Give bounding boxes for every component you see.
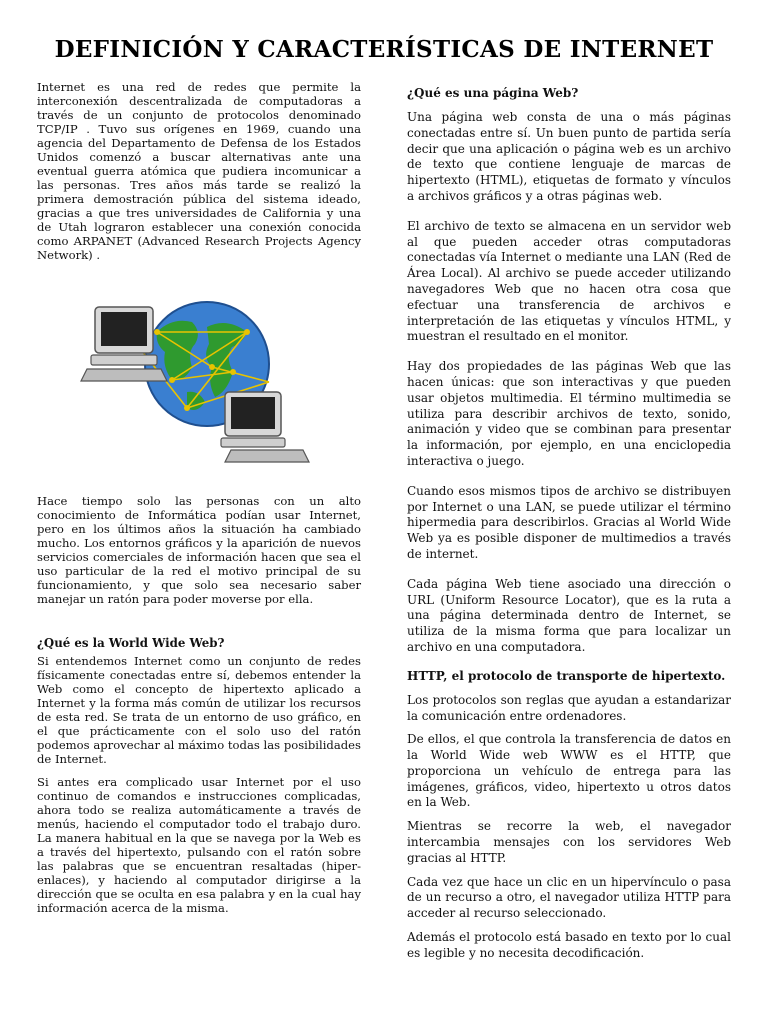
www-heading: ¿Qué es la World Wide Web?	[37, 636, 225, 650]
www-paragraph-1: Si entendemos Internet como un conjunto de redes físicamente conectadas entre sí, debemos entender la Web como el concepto de hipertexto aplicado a Internet y la forma más común de utilizar los recursos de esta red. Se trata de un entorno de uso gráfico, en el que prácticamente con el solo uso del ratón podemos aprovechar al máximo todas las posibilidades de Internet.	[37, 654, 361, 766]
internet-illustration	[37, 272, 361, 477]
www-paragraph-2: Si antes era complicado usar Internet por el uso continuo de comandos e instrucciones complicadas, ahora todo se realiza automáticamente a través de menús, haciendo el computador todo el trabajo duro. La manera habitual en la que se navega por la Web es a través del hipertexto, pulsando con el ratón sobre las palabras que se encuentran resaltadas (hiper-enlaces), y haciendo al computador dirigirse a la dirección que se oculta en esa palabra y en la cual hay información acerca de la misma.	[37, 775, 361, 915]
webpage-paragraph-1: Una página web consta de una o más páginas conectadas entre sí. Un buen punto de partida sería decir que una aplicación o página web es un archivo de texto que contiene lenguaje de marcas de hipertexto (HTML), etiquetas de formato y vínculos a archivos gráficos y a otras páginas web.	[407, 110, 731, 203]
right-column	[407, 86, 731, 962]
http-paragraph-2: De ellos, el que controla la transferencia de datos en la World Wide web WWW es el HTTP, que proporciona un vehículo de entrega para las imágenes, gráficos, video, hipertexto u otros datos en la Web.	[407, 732, 731, 810]
intro-paragraph: Internet es una red de redes que permite la interconexión descentralizada de computadoras a través de un conjunto de protocolos denominado TCP/IP . Tuvo sus orígenes en 1969, cuando una agencia del Departamento de Defensa de los Estados Unidos comenzó a buscar alternativas ante una eventual guerra atómica que pudiera incomunicar a las personas. Tres años más tarde se realizó la primera demostración pública del sistema ideado, gracias a que tres universidades de California y una de Utah lograron establecer una conexión conocida como ARPANET (Advanced Research Projects Agency Network) .	[37, 80, 361, 262]
webpage-paragraph-4: Cuando esos mismos tipos de archivo se distribuyen por Internet o una LAN, se puede utilizar el término hipermedia para describirlos. Gracias al World Wide Web ya es posible disponer de multimedios a través de internet.	[407, 483, 731, 561]
webpage-paragraph-3: Hay dos propiedades de las páginas Web que las hacen únicas: que son interactivas y que pueden usar objetos multimedia. El término multimedia se utiliza para describir archivos de texto, sonido, animación y video que se combinan para presentar la información, por ejemplo, en una enciclopedia interactiva o juego.	[407, 359, 731, 468]
http-heading: HTTP, el protocolo de transporte de hipertexto.	[407, 668, 726, 683]
webpage-paragraph-5: Cada página Web tiene asociado una dirección o URL (Uniform Resource Locator), que es la ruta a una página determinada dentro de Internet, se utiliza de la misma forma que para localizar un archivo en una computadora.	[407, 576, 731, 654]
history-paragraph: Hace tiempo solo las personas con un alto conocimiento de Informática podían usar Internet, pero en los últimos años la situación ha cambiado mucho. Los entornos gráficos y la aparición de nuevos servicios comerciales de información hacen que sea el uso particular de la red el motivo principal de su funcionamiento, y que solo sea necesario saber manejar un ratón para poder moverse por ella.	[37, 494, 361, 606]
webpage-paragraph-2: El archivo de texto se almacena en un servidor web al que pueden acceder otras computadoras conectadas vía Internet o mediante una LAN (Red de Área Local). Al archivo se puede acceder utilizando navegadores Web que no hacen otra cosa que efectuar una transferencia de archivos e interpretación de las etiquetas y vínculos HTML, y muestran el resultado en el monitor.	[407, 218, 731, 344]
http-paragraph-5: Además el protocolo está basado en texto por lo cual es legible y no necesita decodificación.	[407, 930, 731, 960]
page-title: DEFINICIÓN Y CARACTERÍSTICAS DE INTERNET	[54, 36, 714, 63]
http-paragraph-4: Cada vez que hace un clic en un hipervínculo o pasa de un recurso a otro, el navegador utiliza HTTP para acceder al recurso seleccionado.	[407, 874, 731, 921]
http-paragraph-3: Mientras se recorre la web, el navegador intercambia mensajes con los servidores Web gracias al HTTP.	[407, 819, 731, 865]
globe-network-graphic	[37, 272, 361, 477]
left-column	[37, 80, 361, 915]
computer-icon	[221, 392, 309, 462]
webpage-heading: ¿Qué es una página Web?	[407, 86, 579, 100]
http-paragraph-1: Los protocolos son reglas que ayudan a estandarizar la comunicación entre ordenadores.	[407, 692, 731, 723]
